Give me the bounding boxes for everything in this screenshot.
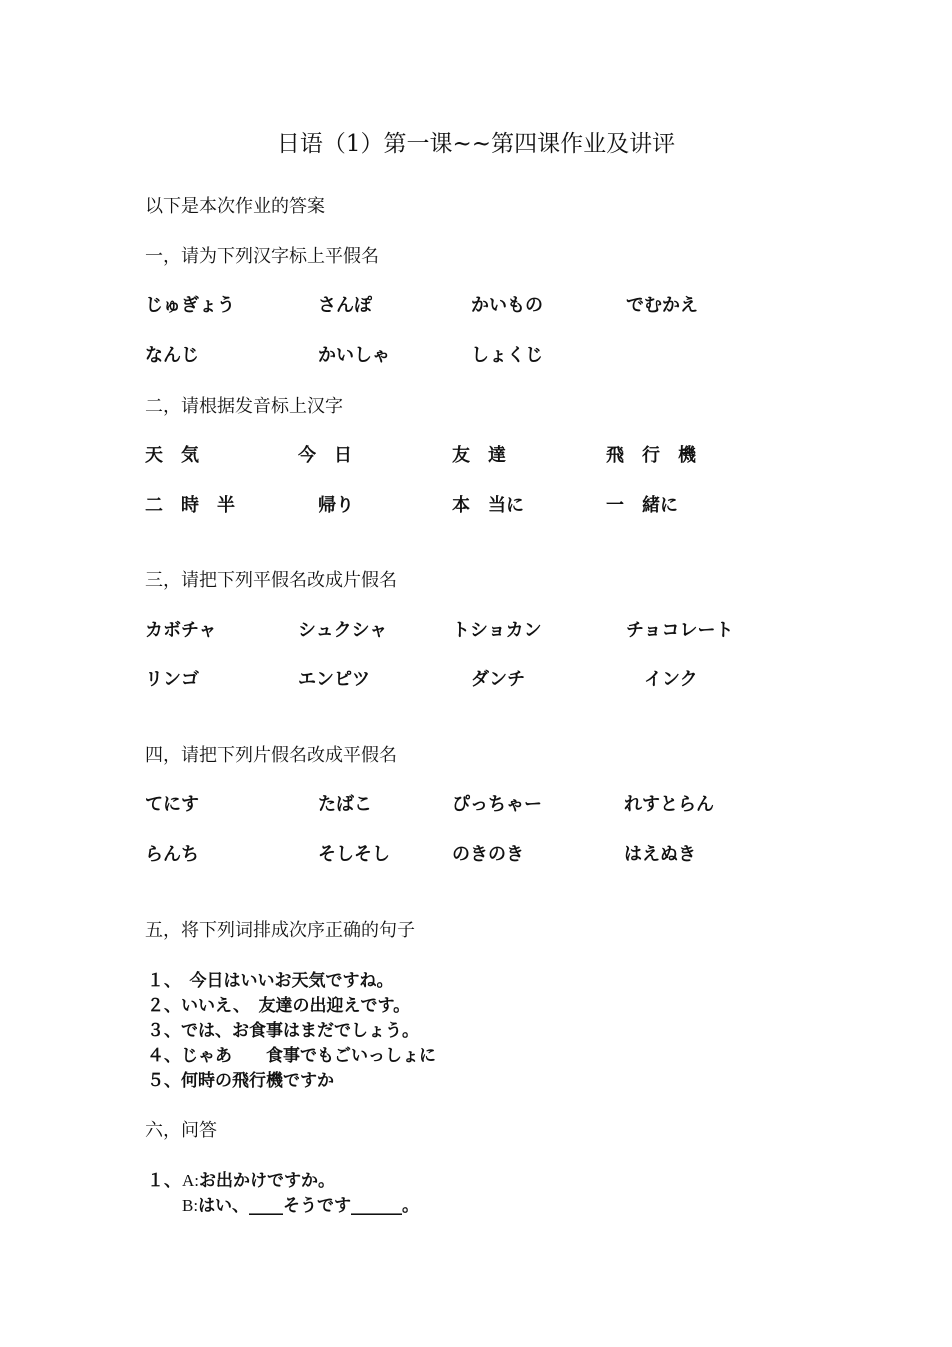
sentence-line: ３、では、お食事はまだでしょう。 [147,1021,419,1041]
answer-cell: らんち [145,844,199,865]
answer-cell: トショカン [452,620,542,641]
answer-cell: 今 日 [298,445,352,466]
sentence-line: １、 今日はいいお天気ですね。 [147,971,394,991]
answer-cell: れすとらん [624,794,714,815]
section-4-heading: 四，请把下列片假名改成平假名 [145,745,397,766]
qa-number: １、 [147,1171,181,1191]
answer-cell: エンピツ [298,669,370,690]
answer-cell: 本 当に [452,495,524,516]
answer-cell: カボチャ [145,620,217,641]
answer-cell: のきのき [452,844,524,865]
section-2-heading: 二，请根据发音标上汉字 [145,396,343,417]
answer-cell: インク [644,669,698,690]
answer-cell: なんじ [145,345,199,366]
section-3-heading: 三，请把下列平假名改成片假名 [145,570,397,591]
intro-text: 以下是本次作业的答案 [145,196,325,217]
section-6-heading: 六，问答 [145,1120,217,1141]
qa-line-b [182,1191,419,1216]
speaker-a-label: A: [182,1171,199,1190]
speaker-b-text: はい、____そうです______。 [198,1196,420,1216]
answer-cell: でむかえ [626,295,698,316]
answer-cell: じゅぎょう [145,295,235,316]
speaker-a-text: お出かけですか。 [199,1171,335,1191]
section-1-heading: 一，请为下列汉字标上平假名 [145,246,379,267]
answer-cell: さんぽ [318,295,372,316]
answer-cell: かいもの [471,295,543,316]
sentence-line: ５、何時の飛行機ですか [147,1071,334,1091]
answer-cell: 二 時 半 [145,495,235,516]
answer-cell: たばこ [318,794,372,815]
answer-cell: てにす [145,794,199,815]
answer-cell: 帰り [318,495,354,516]
qa-line-a [182,1166,335,1191]
answer-cell: リンゴ [145,669,199,690]
answer-cell: 天 気 [145,445,199,466]
answer-cell: はえぬき [624,844,696,865]
section-5-heading: 五，将下列词排成次序正确的句子 [145,920,415,941]
answer-cell: しょくじ [471,345,543,366]
answer-cell: ダンチ [471,669,526,690]
sentence-line: ２、いいえ、 友達の出迎えです。 [147,996,411,1016]
speaker-b-label: B: [182,1196,199,1215]
answer-cell: 一 緒に [606,495,678,516]
sentence-line: ４、じゃあ 食事でもごいっしょに [147,1046,436,1066]
answer-cell: ぴっちゃー [452,794,542,815]
answer-cell: 友 達 [452,445,506,466]
answer-cell: かいしゃ [318,345,390,366]
page-title: 日语（1）第一课~~第四课作业及讲评 [276,131,676,157]
answer-cell: 飛 行 機 [606,445,696,466]
answer-cell: シュクシャ [298,620,388,641]
answer-cell: チョコレート [626,620,734,641]
answer-cell: そしそし [318,844,390,865]
